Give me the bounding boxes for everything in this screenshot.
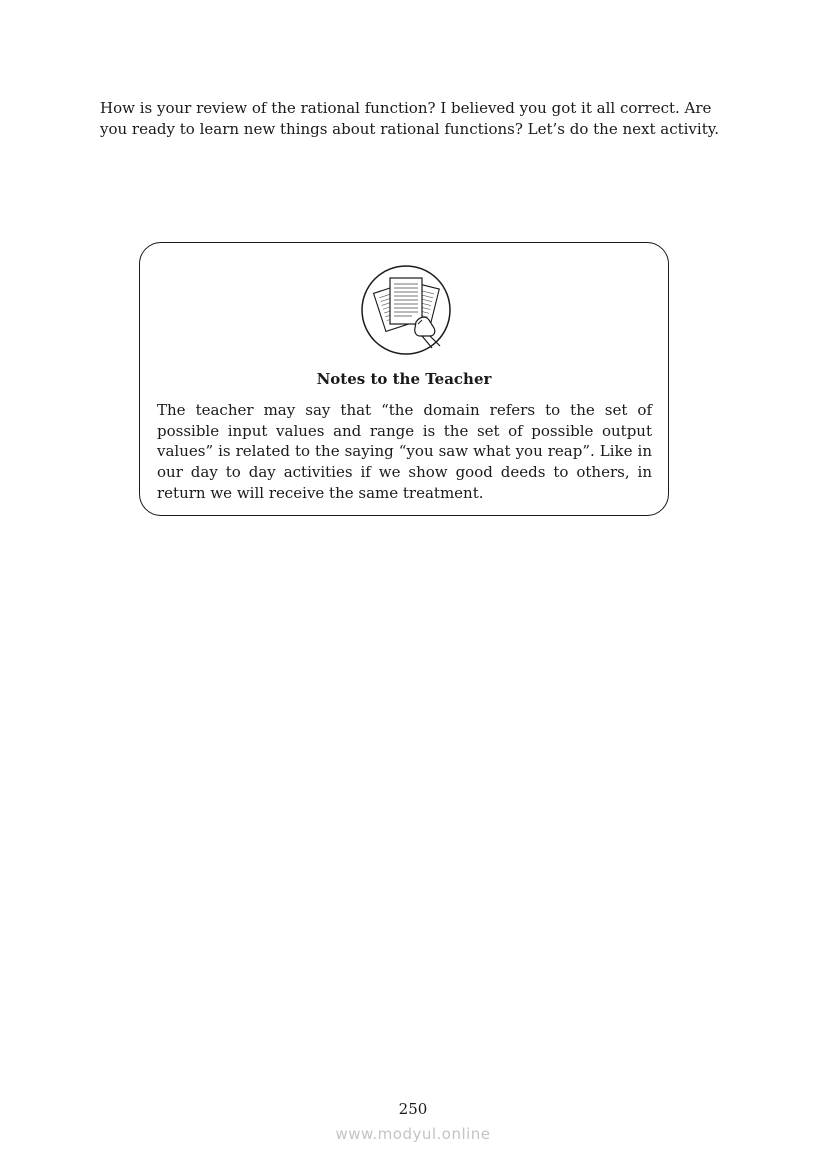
note-body: The teacher may say that “the domain refers to the set of possible input values and range is the set of possible output values” is related to the saying “you saw what you reap”. Like in our day to day activities if we show good deeds to others, in return we will receive the same treatment.	[157, 401, 652, 502]
page-number: 250	[398, 1100, 428, 1118]
papers-in-hand-icon	[360, 264, 452, 356]
note-title: Notes to the Teacher	[316, 370, 492, 388]
intro-paragraph: How is your review of the rational function? I believed you got it all correct. Are you ready to learn new things about rational functions? Let’s do the next activity.	[100, 99, 719, 138]
teacher-note-box	[139, 242, 669, 516]
watermark: www.modyul.online	[335, 1125, 491, 1143]
